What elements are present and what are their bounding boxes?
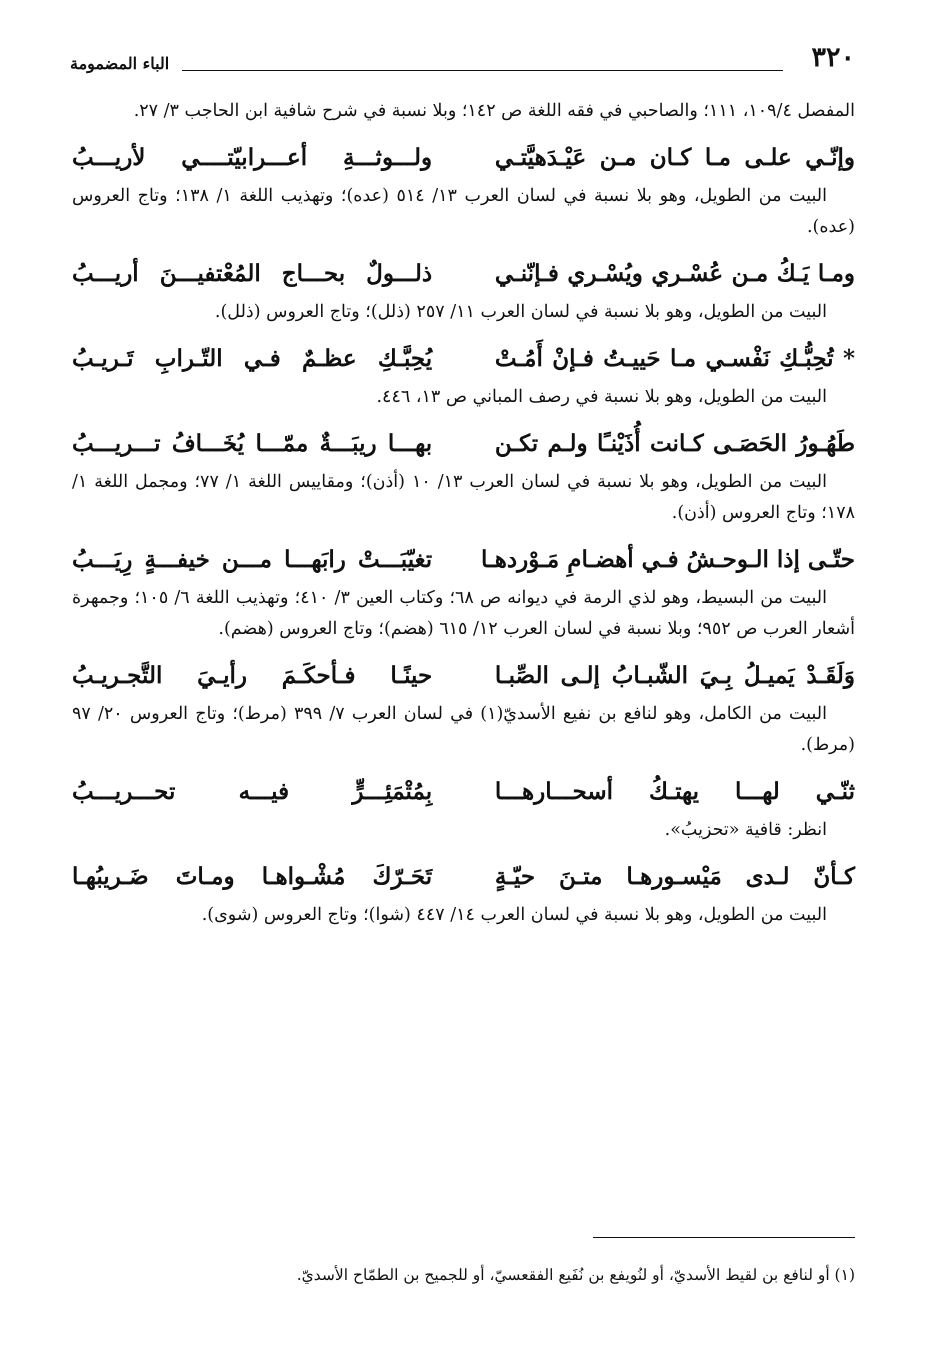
second-hemistich: حينًـا فـأحكَـمَ رأيـيَ التَّجـريـبُ — [72, 661, 433, 689]
first-hemistich: وإنّـي علـى مـا كـان مـن عَيْـدَهيَّتـي — [494, 143, 855, 171]
entry — [72, 854, 855, 931]
first-hemistich — [495, 345, 855, 372]
verse-note: البيت من الطويل، وهو بلا نسبة في لسان العرب ١٤/ ٤٤٧ (شوا)؛ وتاج العروس (شوى). — [201, 905, 827, 925]
section-title: الباء المضمومة — [70, 54, 170, 73]
entry — [72, 135, 855, 243]
verse-line — [72, 421, 855, 465]
first-hemistich: ومـا يَـكُ مـن عُسْـري ويُسْـري فـإنّنـي — [494, 259, 855, 287]
verse-note: البيت من الطويل، وهو بلا نسبة في لسان العرب ١٣/ ١٠ (أذن)؛ ومقاييس اللغة ١/ ٧٧؛ ومجمل اللغة ١/ ١٧٨؛ وتاج العروس (أذن). — [72, 472, 855, 523]
entry — [72, 769, 855, 846]
second-hemistich: ولـــوثـــةِ أعـــرابيّتــــي لأريـــبُ — [72, 143, 433, 171]
footnote: (١) أو لنافع بن لقيط الأسديّ، أو لنُويفع بن نُفَيع الفقعسيّ، أو للجميح بن الطمّاح الأسديّ. — [296, 1266, 855, 1284]
verse-note: البيت من البسيط، وهو لذي الرمة في ديوانه ص ٦٨؛ وكتاب العين ٣/ ٤١٠؛ وتهذيب اللغة ٦/ ١٠٥؛ وجمهرة أشعار العرب ص ٩٥٢؛ وبلا نسبة في لسان العرب ١٢/ ٦١٥ (هضم)؛ وتاج العروس (هضم). — [72, 588, 855, 639]
entry — [72, 537, 855, 645]
entry — [72, 421, 855, 529]
second-hemistich: ذلـــولٌ بحـــاج المُعْتفيـــنَ أريـــبُ — [72, 259, 433, 287]
second-hemistich: يُحِبَّـكِ عظـمٌ فـي التّـرابِ تَـريـبُ — [72, 344, 433, 372]
second-hemistich: تغيّبَـــتْ رابَهـــا مـــن خيفـــةٍ رِيَـــبُ — [72, 545, 433, 573]
verse-line — [72, 769, 855, 813]
verse-line — [72, 653, 855, 697]
verse-line — [72, 336, 855, 380]
verse-note: البيت من الكامل، وهو لنافع بن نفيع الأسديّ(١) في لسان العرب ٧/ ٣٩٩ (مرط)؛ وتاج العروس ٢٠/ ٩٧ (مرط). — [72, 704, 855, 755]
page-number: ٣٢٠ — [811, 42, 855, 73]
page-body — [72, 96, 855, 931]
header-rule — [182, 70, 783, 71]
entry — [72, 653, 855, 761]
verse-line — [72, 251, 855, 295]
verse-note: البيت من الطويل، وهو بلا نسبة في لسان العرب ١١/ ٢٥٧ (ذلل)؛ وتاج العروس (ذلل). — [214, 302, 827, 322]
verse-line — [72, 854, 855, 898]
first-hemistich: حتّـى إذا الـوحـشُ فـي أهضـامِ مَـوْردهـا — [481, 545, 855, 573]
first-hemistich: ثنّـي لهـــا يهتـكُ أسحـــارهـــا — [494, 777, 855, 805]
opening-text: المفصل ١٠٩/٤، ١١١؛ والصاحبي في فقه اللغة ص ١٤٢؛ وبلا نسبة في شرح شافية ابن الحاجب ٣/ ٢٧. — [133, 101, 855, 121]
verse-note: انظر: قافية «تحزيبُ». — [664, 820, 827, 840]
verse-note: البيت من الطويل، وهو بلا نسبة في رصف المباني ص ١٣، ٤٤٦. — [376, 387, 827, 407]
second-hemistich: بِمُتْمَئِـــرٍّ فيـــه تحـــريـــبُ — [72, 777, 433, 805]
second-hemistich: تَحَـرّكَ مُشْـواهـا ومـاتَ ضَـريبُهـا — [72, 862, 433, 890]
entry-marker: * — [842, 344, 855, 372]
verse-line — [72, 135, 855, 179]
verse-line — [72, 537, 855, 581]
first-hemistich: كـأنّ لـدى مَيْسـورهـا متـنَ حيّـةٍ — [494, 862, 855, 890]
second-hemistich: بهـــا ريبَـــةٌ ممّـــا يُخَـــافُ تـــريـــبُ — [72, 429, 433, 457]
first-hemistich-text: تُحِبُّـكِ نَفْسـي مـا حَييـتُ فـإنْ أَمُـتْ — [494, 344, 834, 372]
page-header — [70, 42, 855, 82]
entry — [72, 336, 855, 413]
first-hemistich: طَهُـورُ الحَصَـى كـانت أُذَيْنـًا ولـم تكـن — [494, 429, 855, 457]
footnote-rule — [593, 1237, 855, 1238]
entry — [72, 251, 855, 328]
verse-note: البيت من الطويل، وهو بلا نسبة في لسان العرب ١٣/ ٥١٤ (عده)؛ وتهذيب اللغة ١/ ١٣٨؛ وتاج العروس (عده). — [72, 186, 855, 237]
first-hemistich: وَلَقَـدْ يَميـلُ بِـيَ الشّبـابُ إلـى الصِّبـا — [494, 661, 855, 689]
